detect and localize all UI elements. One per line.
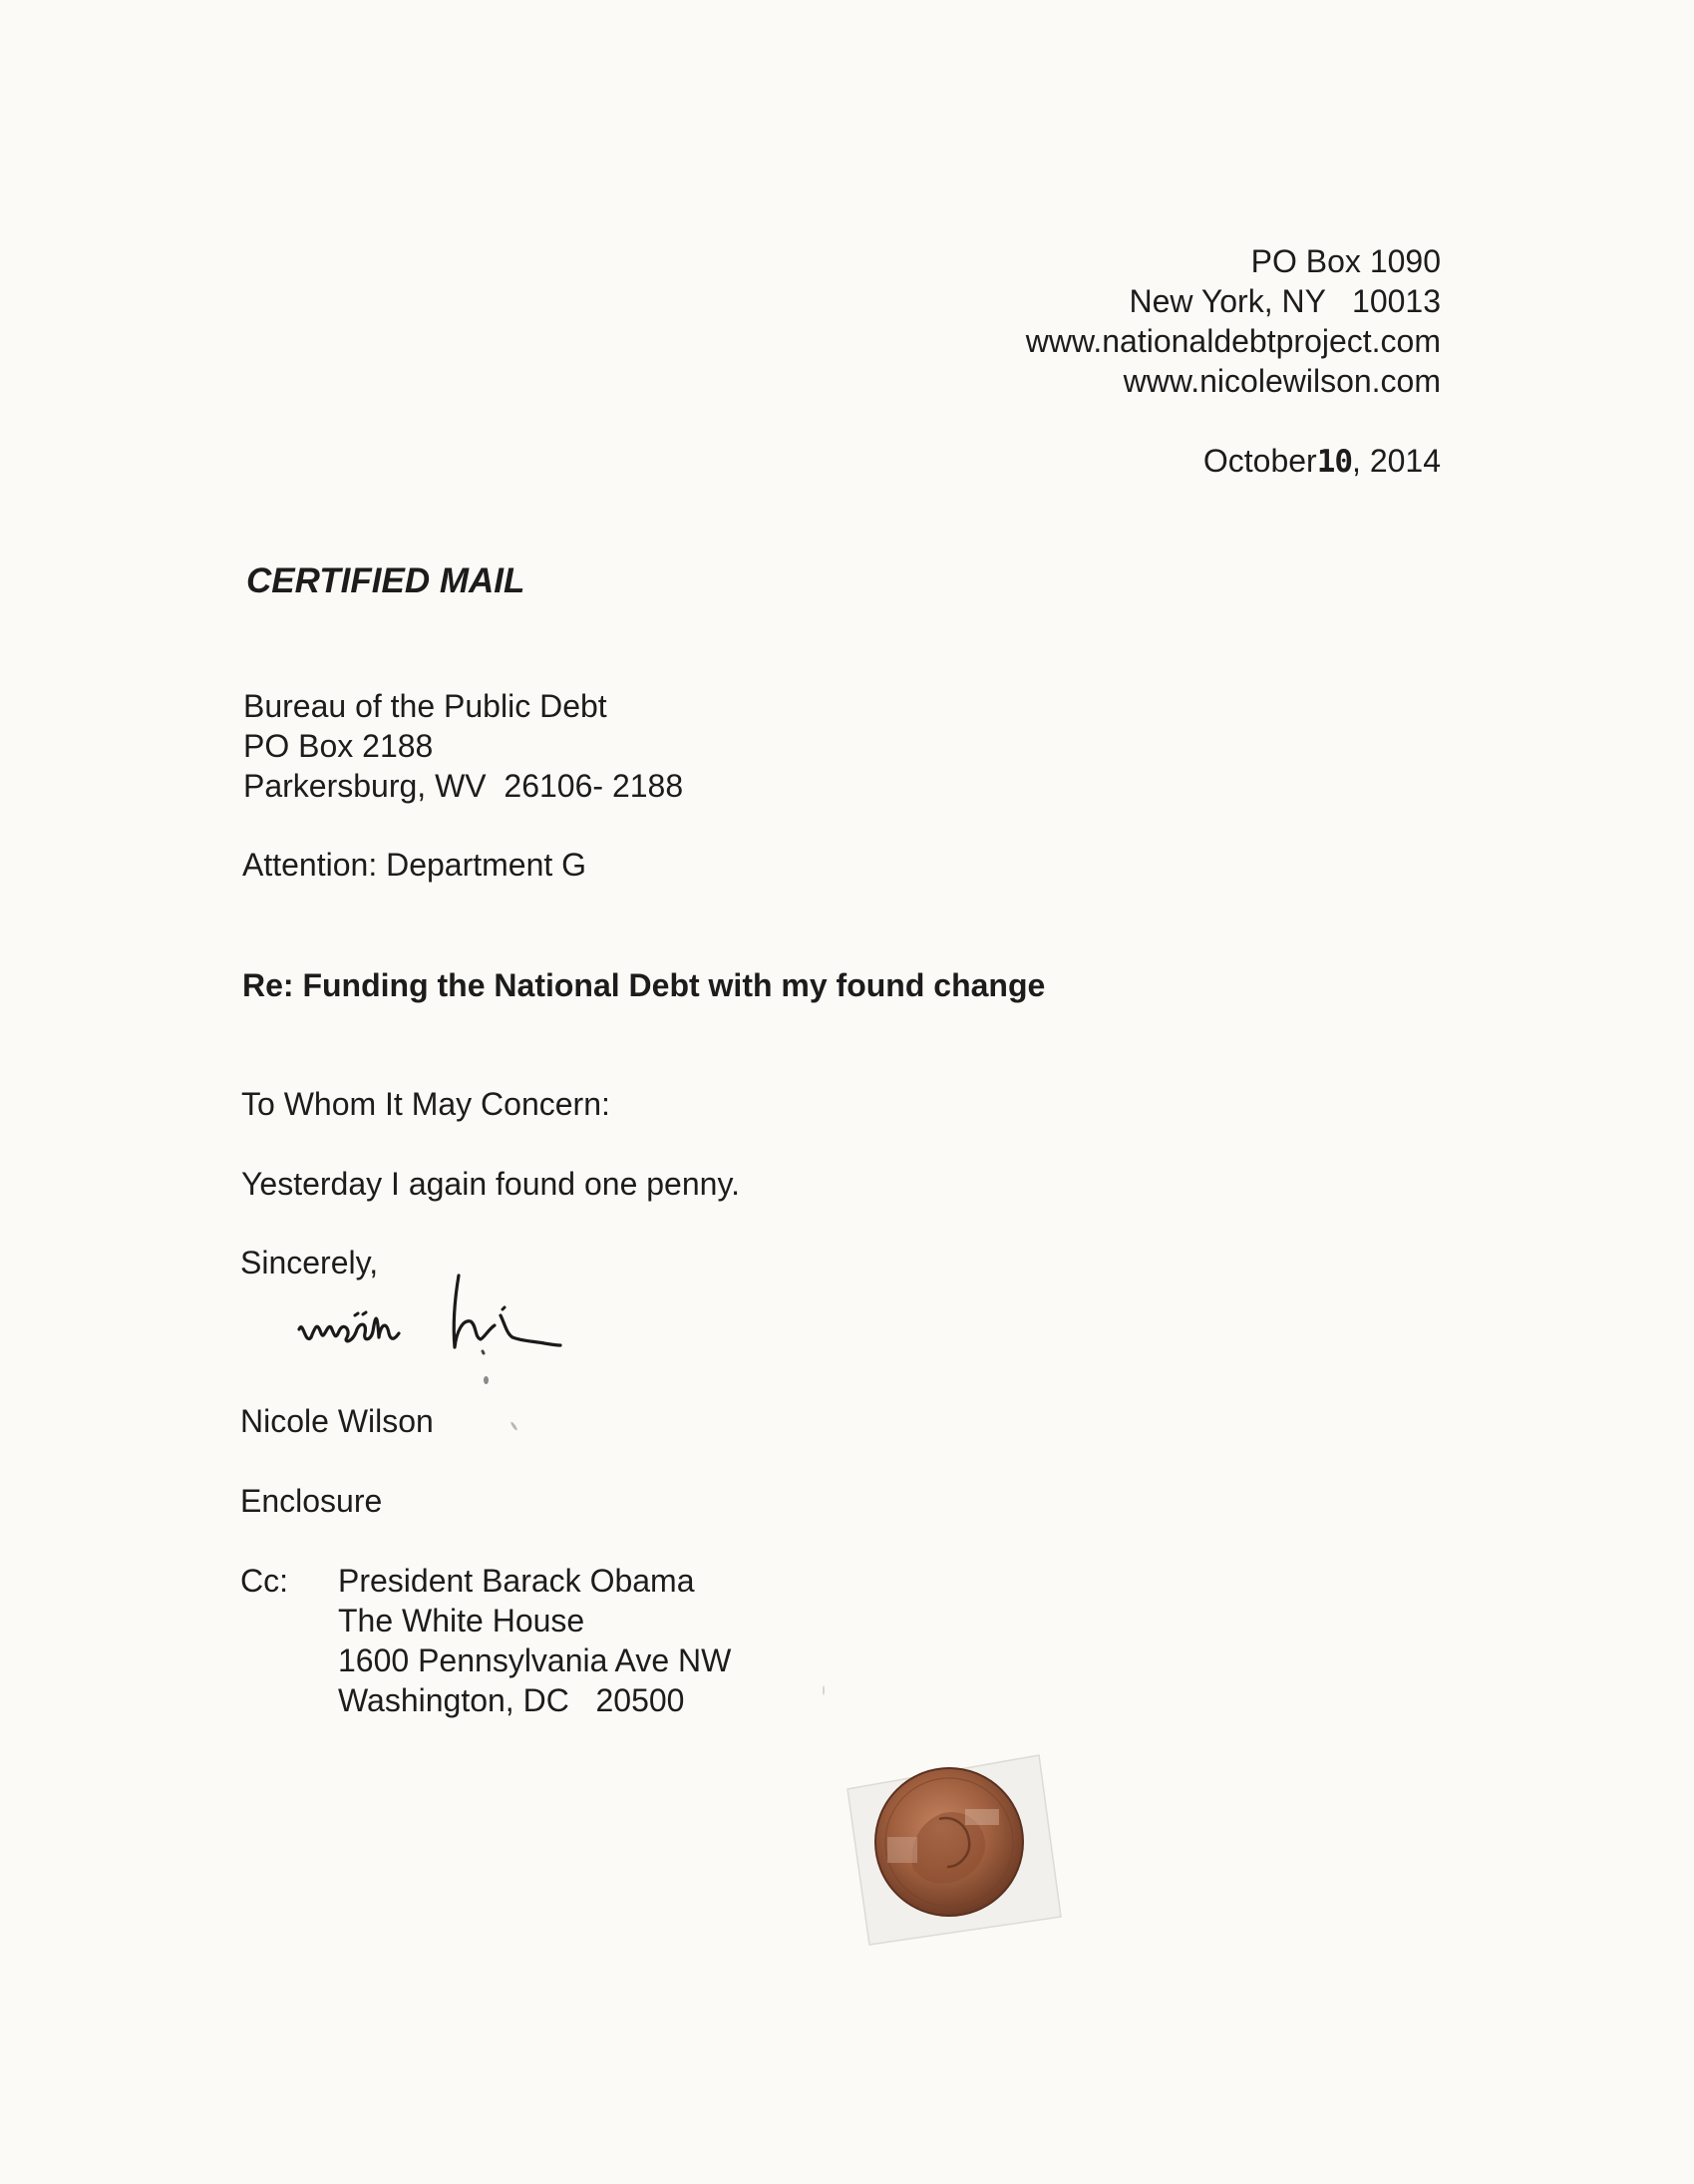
paper-speck (484, 1376, 489, 1384)
date-day-handwritten: 10 (1316, 444, 1353, 480)
enclosure-note: Enclosure (240, 1483, 383, 1519)
taped-penny-enclosure (844, 1749, 1065, 1947)
sender-website-2: www.nicolewilson.com (1123, 363, 1441, 399)
cc-label: Cc: (240, 1563, 288, 1599)
recipient-line-2: PO Box 2188 (243, 728, 434, 764)
signer-name: Nicole Wilson (240, 1403, 434, 1439)
closing: Sincerely, (240, 1245, 379, 1280)
recipient-line-3: Parkersburg, WV 26106- 2188 (243, 768, 684, 804)
cc-line-1: President Barack Obama (338, 1563, 695, 1599)
letter-date (1203, 441, 1441, 482)
sender-city-state-zip: New York, NY 10013 (1129, 283, 1441, 319)
sender-address-block (1026, 241, 1441, 401)
paper-speck (509, 1421, 517, 1431)
recipient-line-1: Bureau of the Public Debt (243, 688, 607, 724)
sender-website-1: www.nationaldebtproject.com (1025, 323, 1441, 359)
cc-address-block (338, 1561, 731, 1720)
paper-speck (823, 1685, 825, 1695)
cc-line-3: 1600 Pennsylvania Ave NW (338, 1642, 732, 1678)
date-month: October (1202, 443, 1317, 479)
sender-po-box: PO Box 1090 (1250, 243, 1441, 279)
handwritten-signature (291, 1272, 640, 1371)
cc-line-4: Washington, DC 20500 (338, 1682, 685, 1718)
cc-line-2: The White House (338, 1603, 585, 1638)
recipient-address-block (243, 686, 683, 806)
attention-line: Attention: Department G (242, 847, 587, 883)
salutation: To Whom It May Concern: (241, 1086, 610, 1122)
certified-mail-heading: CERTIFIED MAIL (246, 561, 525, 600)
letter-body: Yesterday I again found one penny. (241, 1166, 740, 1202)
date-year: , 2014 (1352, 443, 1441, 479)
subject-line: Re: Funding the National Debt with my found change (242, 967, 1046, 1003)
